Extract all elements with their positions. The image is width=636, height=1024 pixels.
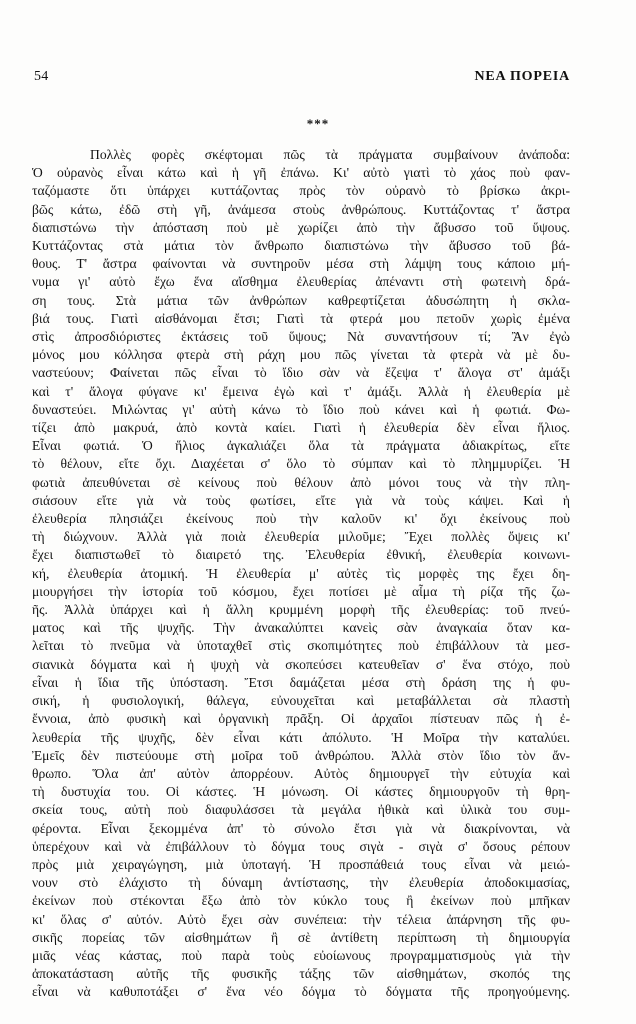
text-line: σική, ἡ φυσιολογική, θάλεγα, εὐνουχεῖται καὶ μεταβάλλεται σὰ πλαστὴ	[32, 693, 570, 709]
page-header	[34, 69, 570, 89]
text-line: κή, ἐλευθερία ἀτομική. Ἡ ἐλευθερία μ' αὐτὲς τὶς μορφὲς της ἔχει δη-	[32, 565, 570, 581]
text-line: ἔχει διαπιστωθεῖ τὸ διαιρετό της. Ἐλευθερία ἐθνική, ἐλευθερία κοινωνι-	[32, 547, 570, 563]
section-separator: ***	[306, 116, 330, 131]
text-line: σκεία τους, αὐτὴ ποὺ διαφυλάσσει τὰ μεγάλα ἠθικὰ καὶ ὑλικὰ του συμ-	[32, 802, 570, 818]
text-line: στὶς ἀπροσδιόριστες ἐκτάσεις τοῦ ὕψους; Νὰ συναντήσουν τί; Ἂν ἐγὼ	[32, 329, 570, 345]
text-line: ματος καὶ τῆς ψυχῆς. Τὴν ἀνακαλύπτει κανεὶς σὰν ἀναγκαία ὅταν κα-	[32, 620, 570, 636]
text-line: θους. Τ' ἄστρα φαίνονται νὰ συντηροῦν μέσα στὴ λάμψη τους κάποιο μή-	[32, 256, 570, 272]
text-line: εἶναι ἡ ἴδια τῆς ὑπόσταση. Ἔτσι δαμάζεται μέσα στὴ δράση της ἡ φυ-	[32, 674, 570, 690]
text-line: ῆς. Ἀλλὰ ὑπάρχει καὶ ἡ ἄλλη κρυμμένη μορφὴ τῆς ἐλευθερίας: τοῦ πνεύ-	[32, 602, 570, 618]
text-line: μιουργήσει τὴν ἱστορία τοῦ κόσμου, ἔχει ποτίσει μὲ αἷμα τὴ ρίζα τῆς ζω-	[32, 583, 570, 599]
text-line: λευθερία τῆς ψυχῆς, δὲν εἶναι κάτι ἀπόλυτο. Ἡ Μοῖρα τὴν καταλύει.	[32, 729, 570, 745]
text-line: ἐλευθερία πλησιάζει ἐκείνους ποὺ τὴν καλοῦν κι' ὄχι ἐκείνους ποὺ	[32, 511, 570, 527]
text-line: Εἶναι φωτιά. Ὁ ἥλιος ἀγκαλιάζει ὅλα τὰ πράγματα ἀδιακρίτως, εἴτε	[32, 438, 570, 454]
text-line: νουν στὸ ἐλάχιστο τὴ δύναμη ἀντίστασης, τὴν ἐλευθερία ἀποδοκιμασίας,	[32, 875, 570, 891]
text-line: τὴ δυστυχία του. Οἱ κάστες. Ἡ μόνωση. Οἱ κάστες δημιουργοῦν τὴ θρη-	[32, 784, 570, 800]
text-line: φέροντα. Εἶναι ξεκομμένα ἀπ' τὸ σύνολο ἔτσι γιὰ νὰ διακρίνονται, νὰ	[32, 820, 570, 836]
text-line: ἔννοια, ἀπὸ φυσικὴ καὶ ὀργανικὴ πρᾶξη. Οἱ ἀρχαῖοι πίστευαν πῶς ἡ ἐ-	[32, 711, 570, 727]
text-line: Πολλὲς φορὲς σκέφτομαι πῶς τὰ πράγματα συμβαίνουν ἀνάποδα:	[90, 147, 570, 162]
text-line: θρωπο. Ὅλα ἀπ' αὐτὸν ἀπορρέουν. Αὐτὸς δημιουργεῖ τὴν εὐτυχία καὶ	[32, 765, 570, 781]
text-line: καὶ τ' ἄλογα φύγανε κι' ἔμεινα ἐγὼ καὶ τ' ἀμάξι. Ἀλλὰ ἡ ἐλευθερία μὲ	[32, 383, 570, 399]
text-line: Ὁ οὐρανὸς εἶναι κάτω καὶ ἡ γῆ ἐπάνω. Κι' αὐτὸ γιατὶ τὸ χάος ποὺ φαν-	[32, 165, 570, 181]
text-line: μιᾶς νέας κάστας, ποὺ παρὰ τοὺς εὐοίωνους προγραμματισμοὺς γιὰ τὴν	[32, 947, 570, 963]
text-line: ὑπερέχουν καὶ νὰ ἐπιβάλλουν τὸ δόγμα τους σιγὰ - σιγὰ σ' ὅσους ρέπουν	[32, 838, 570, 854]
text-line: ναστεύουν; Φαίνεται πῶς εἶναι τὸ ἴδιο σὰν νὰ ἔζεψα τ' ἄλογα στ' ἀμάξι	[32, 365, 570, 381]
text-line: εἶναι νὰ καθυποτάξει σ' ἕνα νέο δόγμα τὸ δόγματα τῆς προηγούμενης.	[32, 984, 570, 1000]
text-line: ἀποκατάσταση αὐτῆς τῆς φυσικῆς τάξης τῶν αἰσθημάτων, σκοπός της	[32, 966, 570, 982]
text-line: διαπιστώνω τὴν ἀπόσταση ποὺ μὲ χωρίζει ἀπὸ τὴν ἄβυσσο τοῦ ὕψους.	[32, 219, 570, 235]
body-paragraph	[32, 146, 570, 1002]
text-line: τὸ θέλουν, εἴτε ὄχι. Διαχέεται σ' ὅλο τὸ σύμπαν καὶ τὸ πλημμυρίζει. Ἡ	[32, 456, 570, 472]
text-line: κι' ὅλας σ' αὐτόν. Αὐτὸ ἔχει σὰν συνέπεια: τὴν τέλεια ἀπάρνηση τῆς φυ-	[32, 911, 570, 927]
page-number: 54	[34, 69, 49, 84]
text-line: τίζει ἀπὸ μακρυά, ἀπὸ κοντὰ καίει. Γιατὶ ἡ ἐλευθερία δὲν εἶναι ἥλιος.	[32, 420, 570, 436]
text-line: σικῆς πορείας τῶν αἰσθημάτων ἢ σὲ ἀντίθετη περίπτωση τὴ δημιουργία	[32, 929, 570, 945]
text-line: Ἐμεῖς δὲν πιστεύουμε στὴ μοῖρα τοῦ ἀνθρώπου. Ἀλλὰ στὸν ἴδιο τὸν ἄν-	[32, 747, 570, 763]
text-line: πρὸς μιὰ χειραγώγηση, μιὰ ὑποταγή. Ἡ προσπάθειά τους εἶναι νὰ μειώ-	[32, 856, 570, 872]
text-line: Κυττάζοντας στὰ μάτια τὸν ἄνθρωπο διαπιστώνω τὴν ἄβυσσο τοῦ βά-	[32, 238, 570, 254]
text-line: ταζόμαστε ὅτι ὑπάρχει κυττάζοντας πρὸς τὸν οὐρανὸ τὸ βρίσκω ἀκρι-	[32, 183, 570, 199]
text-line: ἐκείνων ποὺ στέκονται ἔξω ἀπὸ τὸν κύκλο τους ἢ ἐκείνων ποὺ μπῆκαν	[32, 893, 570, 909]
paragraph	[32, 146, 570, 1002]
running-head: ΝΕΑ ΠΟΡΕΙΑ	[474, 69, 570, 84]
text-line: μόνος μου κόλλησα φτερὰ στὴ ράχη μου πῶς γίνεται τὰ φτερὰ νὰ μὲ δυ-	[32, 347, 570, 363]
text-line: βιά τους. Γιατὶ αἰσθάνομαι ἔτσι; Γιατὶ τὰ φτερά μου πετοῦν χωρὶς ἐμένα	[32, 310, 570, 326]
text-line: τὴ διώχνουν. Ἀλλὰ γιὰ ποιὰ ἐλευθερία μιλοῦμε; Ἔχει πολλὲς ὄψεις κι'	[32, 529, 570, 545]
text-line: λεῖται τὸ πνεῦμα νὰ ὑποταχθεῖ στὶς σκοπιμότητες ποὺ ἐπιβάλλουν τὰ μεσ-	[32, 638, 570, 654]
text-line: φωτιὰ ἀπευθύνεται σὲ κείνους ποὺ θέλουν ἀπὸ μόνοι τους νὰ τὴν πλη-	[32, 474, 570, 490]
text-line: βῶς κάτω, ἐδῶ στὴ γῆ, ἀνάμεσα στοὺς ἀνθρώπους. Κυττάζοντας τ' ἄστρα	[32, 201, 570, 217]
text-line: ση τους. Στὰ μάτια τῶν ἀνθρώπων καθρεφτίζεται ἀδυσώπητη ἡ σκλα-	[32, 292, 570, 308]
text-line: σιάσουν εἴτε γιὰ νὰ τοὺς φωτίσει, εἴτε γιὰ νὰ τοὺς κάψει. Καὶ ἡ	[32, 492, 570, 508]
text-line: σιανικὰ δόγματα καὶ ἡ ψυχὴ νὰ σκοπεύσει κατευθεῖαν σ' ἕνα στόχο, ποὺ	[32, 656, 570, 672]
text-line: δυναστεύει. Μιλώντας γι' αὐτὴ κάνω τὸ ἴδιο ποὺ κάνει καὶ ἡ φωτιά. Φω-	[32, 401, 570, 417]
text-line: νυμα γι' αὐτὸ ἔχω ἕνα αἴσθημα ἐλευθερίας ἀπέναντι στὴ φωτεινὴ δρά-	[32, 274, 570, 290]
